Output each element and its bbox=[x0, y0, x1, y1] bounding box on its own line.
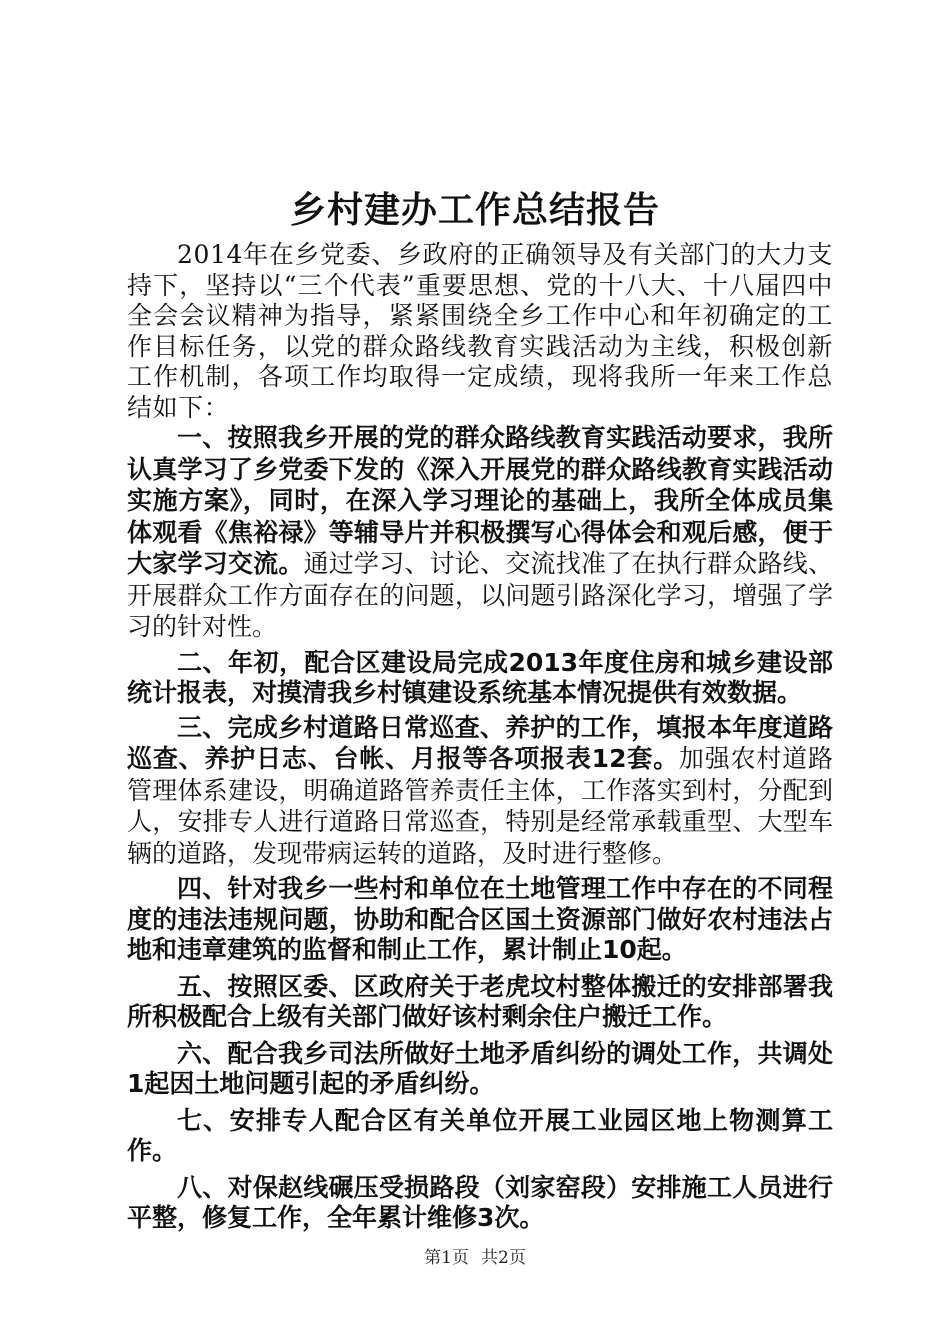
section-1-bold-text: 一、按照我乡开展的党的群众路线教育实践活动要求，我所认真学习了乡党委下发的《深入开展党的群众路线教育实践活动实施方案》，同时，在深入学习理论的基础上，我所全体成员集体观看《焦裕禄》等辅导片并积极撰写心得体会和观后感，便于大家学习交流。 bbox=[127, 423, 833, 578]
section-3-paragraph bbox=[127, 713, 833, 871]
section-3-regular-text: 加强农村道路管理体系建设，明确道路管养责任主体，工作落实到村，分配到人，安排专人进行道路日常巡查，特别是经常承载重型、大型车辆的道路，发现带病运转的道路，及时进行整修。 bbox=[127, 744, 833, 868]
document-body bbox=[127, 240, 833, 1234]
intro-paragraph: 2014年在乡党委、乡政府的正确领导及有关部门的大力支持下，坚持以“三个代表”重要思想、党的十八大、十八届四中全会会议精神为指导，紧紧围绕全乡工作中心和年初确定的工作目标任务，以党的群众路线教育实践活动为主线，积极创新工作机制，各项工作均取得一定成绩，现将我所一年来工作总结如下： bbox=[127, 240, 833, 422]
section-6-paragraph: 六、配合我乡司法所做好土地矛盾纠纷的调处工作，共调处1起因土地问题引起的矛盾纠纷。 bbox=[127, 1038, 833, 1098]
section-5-paragraph: 五、按照区委、区政府关于老虎坟村整体搬迁的安排部署我所积极配合上级有关部门做好该村剩余住户搬迁工作。 bbox=[127, 971, 833, 1031]
section-1-regular-text: 通过学习、讨论、交流找准了在执行群众路线、开展群众工作方面存在的问题，以问题引路深化学习，增强了学习的针对性。 bbox=[127, 549, 833, 641]
page-number: 第1页 bbox=[424, 1248, 469, 1268]
section-3-bold-text: 三、完成乡村道路日常巡查、养护的工作，填报本年度道路巡查、养护日志、台帐、月报等各项报表12套。 bbox=[127, 712, 833, 773]
section-1-paragraph bbox=[127, 423, 833, 644]
section-2-paragraph: 二、年初，配合区建设局完成2013年度住房和城乡建设部统计报表，对摸清我乡村镇建设系统基本情况提供有效数据。 bbox=[127, 647, 833, 707]
document-title: 乡村建办工作总结报告 bbox=[289, 190, 660, 231]
page-footer bbox=[0, 1243, 950, 1268]
section-4-paragraph: 四、针对我乡一些村和单位在土地管理工作中存在的不同程度的违法违规问题，协助和配合区国土资源部门做好农村违法占地和违章建筑的监督和制止工作，累计制止10起。 bbox=[127, 874, 833, 964]
page-total: 共2页 bbox=[481, 1248, 526, 1268]
section-8-paragraph: 八、对保赵线碾压受损路段（刘家窑段）安排施工人员进行平整，修复工作，全年累计维修3次。 bbox=[127, 1172, 833, 1232]
section-7-paragraph: 七、安排专人配合区有关单位开展工业园区地上物测算工作。 bbox=[127, 1105, 833, 1165]
